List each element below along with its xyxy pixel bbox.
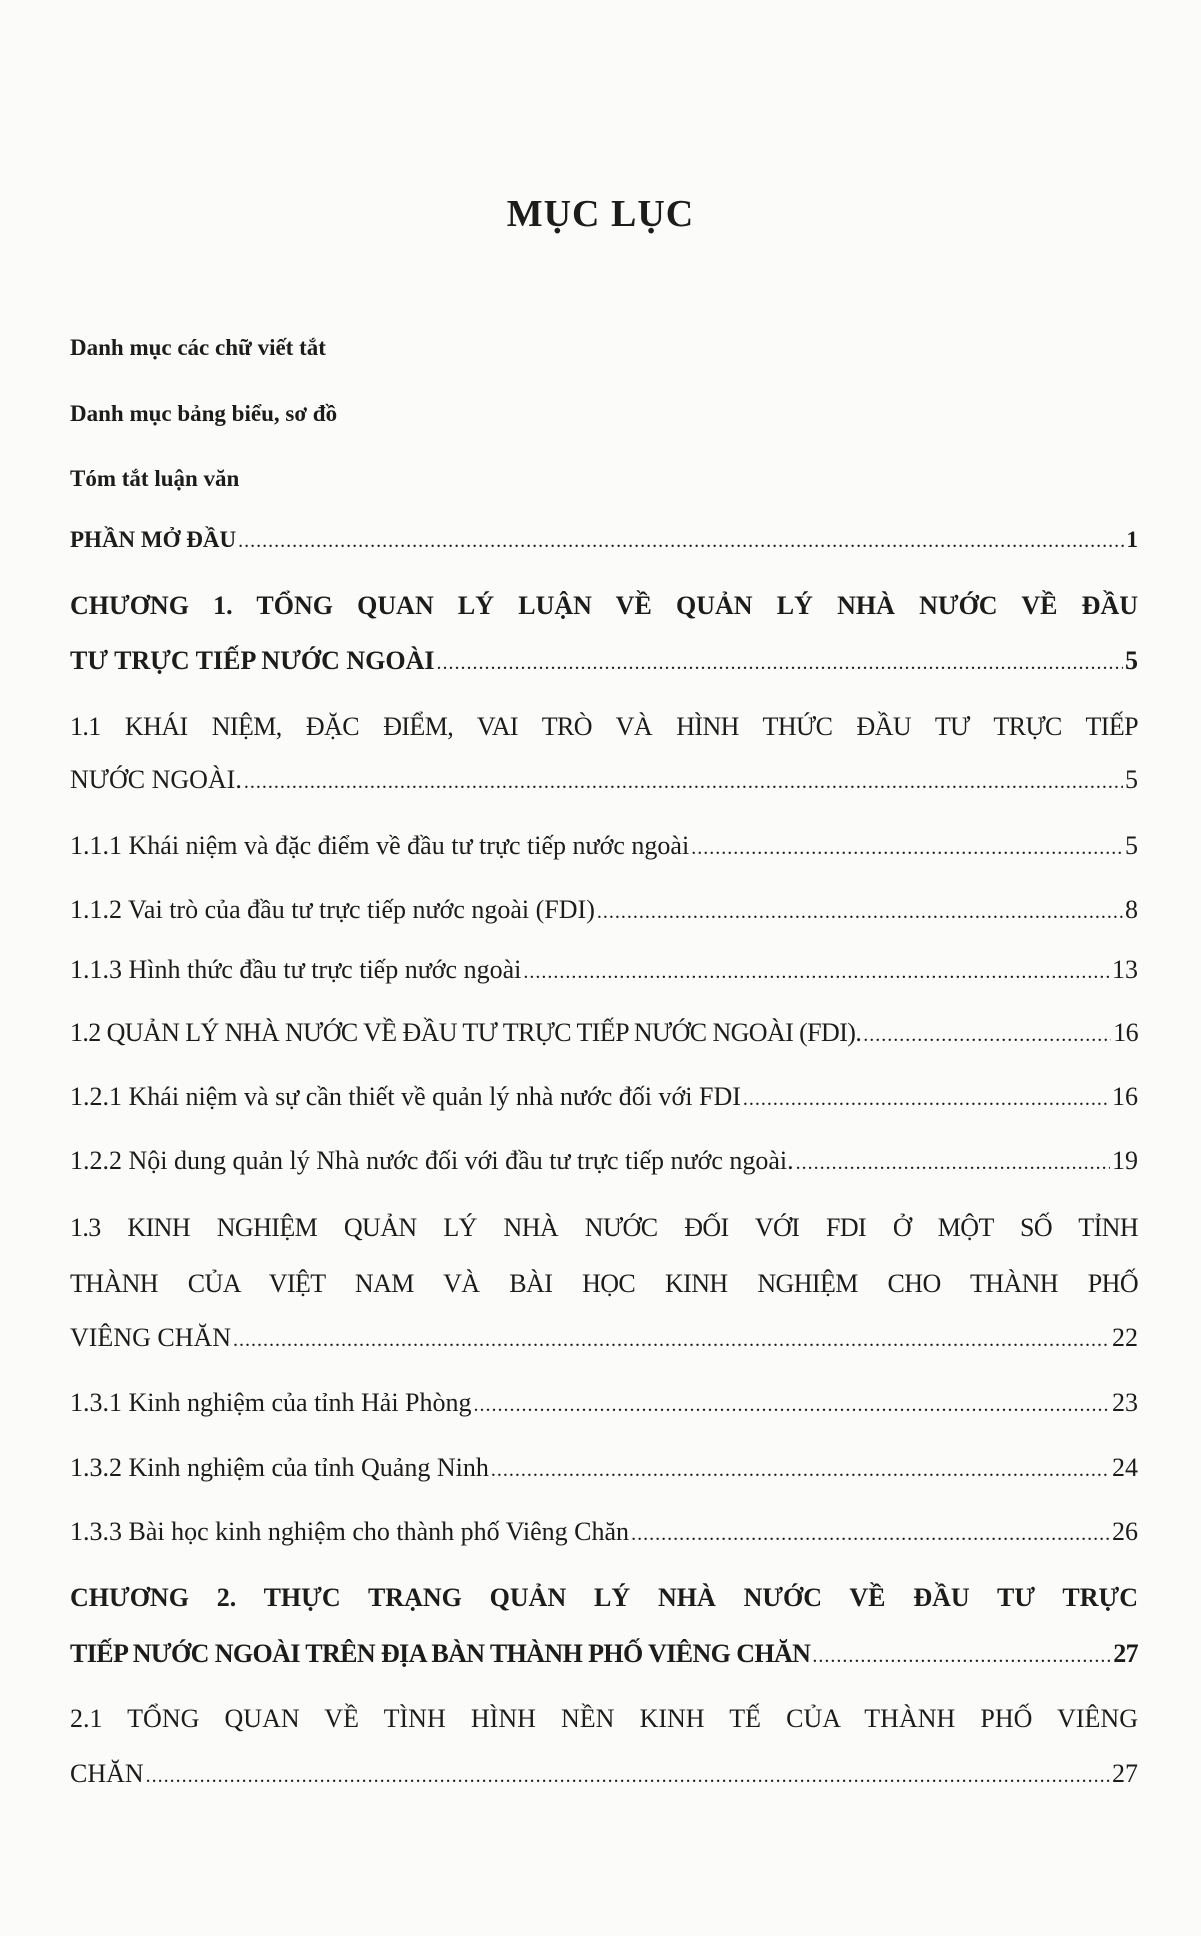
toc-entry-1-1-2[interactable] (70, 892, 1138, 930)
entry-title: 1.3.3 Bài học kinh nghiệm cho thành phố Viêng Chăn (70, 1517, 630, 1546)
toc-entry-1-2-2[interactable] (70, 1143, 1138, 1181)
toc-front-abbreviations: Danh mục các chữ viết tắt (70, 335, 326, 360)
entry-title: VIÊNG CHĂN (70, 1323, 232, 1352)
page-number: 5 (1125, 831, 1138, 860)
dot-leader (812, 1636, 1111, 1674)
page-number: 22 (1112, 1323, 1138, 1352)
toc-entry-1-3-1[interactable] (70, 1385, 1138, 1423)
dot-leader (863, 1015, 1111, 1053)
toc-entry-2-1-line-1[interactable]: 2.1 TỔNG QUAN VỀ TÌNH HÌNH NỀN KINH TẾ CỦA THÀNH PHỐ VIÊNG (70, 1704, 1138, 1733)
toc-entry-1-2-1[interactable] (70, 1079, 1138, 1117)
entry-title: TIẾP NƯỚC NGOÀI TRÊN ĐỊA BÀN THÀNH PHỐ VIÊNG CHĂN (70, 1639, 811, 1668)
toc-entry-1-3-line-1[interactable]: 1.3 KINH NGHIỆM QUẢN LÝ NHÀ NƯỚC ĐỐI VỚI FDI Ở MỘT SỐ TỈNH (70, 1213, 1138, 1242)
toc-entry-1-1-1[interactable] (70, 828, 1138, 866)
page-title: MỤC LỤC (506, 193, 695, 235)
dot-leader (597, 892, 1123, 930)
dot-leader (146, 1756, 1110, 1794)
dot-leader (244, 762, 1123, 800)
dot-leader (743, 1079, 1110, 1117)
entry-title: 1.1.3 Hình thức đầu tư trực tiếp nước ngoài (70, 955, 522, 984)
entry-title: 1.2 QUẢN LÝ NHÀ NƯỚC VỀ ĐẦU TƯ TRỰC TIẾP NƯỚC NGOÀI (FDI). (70, 1018, 862, 1047)
page-number: 27 (1113, 1639, 1138, 1668)
dot-leader (796, 1143, 1110, 1181)
toc-entry-chapter-1-line-1[interactable]: CHƯƠNG 1. TỔNG QUAN LÝ LUẬN VỀ QUẢN LÝ NHÀ NƯỚC VỀ ĐẦU (70, 591, 1138, 620)
page-number: 1 (1126, 527, 1138, 552)
toc-entry-chapter-2-line-1[interactable]: CHƯƠNG 2. THỰC TRẠNG QUẢN LÝ NHÀ NƯỚC VỀ ĐẦU TƯ TRỰC (70, 1583, 1138, 1612)
dot-leader (491, 1450, 1110, 1488)
dot-leader (238, 522, 1124, 559)
dot-leader (523, 952, 1110, 990)
toc-entry-1-3-line-2[interactable]: THÀNH CỦA VIỆT NAM VÀ BÀI HỌC KINH NGHIỆM CHO THÀNH PHỐ (70, 1269, 1138, 1298)
toc-entry-1-1-3[interactable] (70, 952, 1138, 990)
toc-entry-1-2[interactable] (70, 1015, 1138, 1053)
page-number: 8 (1125, 895, 1138, 924)
toc-entry-chapter-2[interactable] (70, 1636, 1138, 1674)
toc-entry-1-1[interactable] (70, 762, 1138, 800)
toc-entry-2-1[interactable] (70, 1756, 1138, 1794)
dot-leader (233, 1320, 1110, 1358)
page-number: 5 (1125, 765, 1138, 794)
page-number: 23 (1112, 1388, 1138, 1417)
entry-title: 1.3.1 Kinh nghiệm của tỉnh Hải Phòng (70, 1388, 472, 1417)
entry-title: 1.1.1 Khái niệm và đặc điểm về đầu tư trực tiếp nước ngoài (70, 831, 690, 860)
entry-title: CHĂN (70, 1759, 144, 1788)
dot-leader (631, 1514, 1110, 1552)
toc-front-summary: Tóm tắt luận văn (70, 466, 240, 491)
dot-leader (474, 1385, 1110, 1423)
page-number: 27 (1112, 1759, 1138, 1788)
toc-entry-chapter-1[interactable] (70, 643, 1138, 681)
page-number: 16 (1113, 1018, 1138, 1047)
entry-title: 1.1.2 Vai trò của đầu tư trực tiếp nước ngoài (FDI) (70, 895, 595, 924)
toc-entry-1-3-2[interactable] (70, 1450, 1138, 1488)
entry-title: 1.3.2 Kinh nghiệm của tỉnh Quảng Ninh (70, 1453, 489, 1482)
entry-title: 1.2.2 Nội dung quản lý Nhà nước đối với đầu tư trực tiếp nước ngoài. (70, 1146, 794, 1175)
entry-title: NƯỚC NGOÀI. (70, 765, 242, 794)
entry-title: TƯ TRỰC TIẾP NƯỚC NGOÀI (70, 646, 435, 675)
dot-leader (691, 828, 1123, 866)
toc-entry-1-3-3[interactable] (70, 1514, 1138, 1552)
toc-entry-1-3[interactable] (70, 1320, 1138, 1358)
toc-entry-1-1-line-1[interactable]: 1.1 KHÁI NIỆM, ĐẶC ĐIỂM, VAI TRÒ VÀ HÌNH THỨC ĐẦU TƯ TRỰC TIẾP (70, 712, 1138, 741)
dot-leader (437, 643, 1123, 681)
page-number: 19 (1112, 1146, 1138, 1175)
page-number: 16 (1112, 1082, 1138, 1111)
toc-front-tables: Danh mục bảng biểu, sơ đồ (70, 401, 338, 426)
page-number: 24 (1112, 1453, 1138, 1482)
entry-title: 1.2.1 Khái niệm và sự cần thiết về quản lý nhà nước đối với FDI (70, 1082, 741, 1111)
toc-entry-introduction[interactable] (70, 522, 1138, 559)
page-number: 5 (1125, 646, 1138, 675)
page-number: 13 (1112, 955, 1138, 984)
entry-title: PHẦN MỞ ĐẦU (70, 527, 237, 552)
page-number: 26 (1112, 1517, 1138, 1546)
